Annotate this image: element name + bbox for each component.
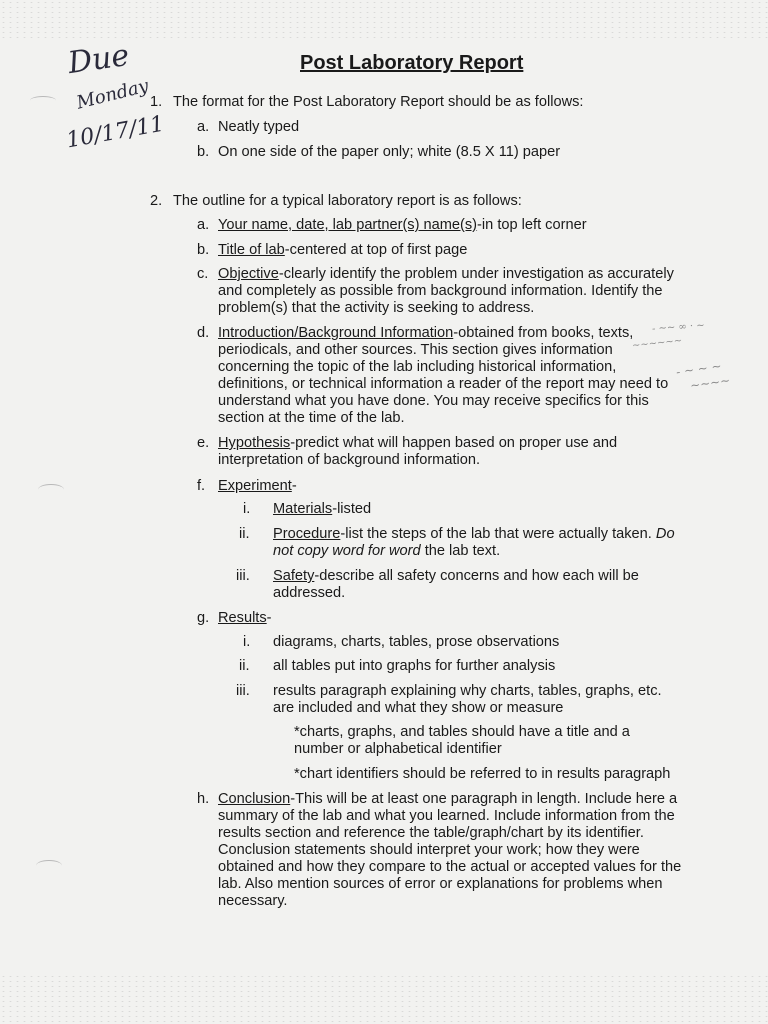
margin-smudge xyxy=(30,96,56,105)
list-marker: b. xyxy=(197,242,210,258)
list-item xyxy=(218,435,617,452)
list-item xyxy=(218,217,587,234)
item-text: and completely as possible from background information. Identify the xyxy=(218,283,663,299)
item-text: concerning the topic of the lab including historical information, xyxy=(218,359,617,375)
list-marker: f. xyxy=(197,478,206,494)
item-emphasis: Do xyxy=(655,526,675,542)
sublist-item xyxy=(273,526,675,543)
item-text: periodicals, and other sources. This section gives information xyxy=(218,342,613,358)
results-note: *charts, graphs, and tables should have a title and a xyxy=(294,724,630,740)
list-item xyxy=(218,325,633,342)
list-item xyxy=(218,610,272,627)
item-text: -centered at top of first page xyxy=(284,242,468,258)
item-text: necessary. xyxy=(218,893,288,909)
list-item xyxy=(218,266,674,283)
scan-noise-top xyxy=(0,0,768,38)
item-heading: Results xyxy=(218,610,267,626)
margin-scribble: - ~~ ∞ · ~ xyxy=(651,320,706,335)
list-item xyxy=(218,791,677,808)
list-item xyxy=(218,242,467,259)
item-text: definitions, or technical information a reader of the report may need to xyxy=(218,376,669,392)
handwritten-day: Monday xyxy=(74,75,151,114)
sublist-marker: ii. xyxy=(239,658,250,674)
handwritten-due: Due xyxy=(65,37,132,82)
sublist-marker: iii. xyxy=(236,568,250,584)
item-text xyxy=(273,543,500,560)
item-text: obtained and how they compare to the actual or accepted values for the xyxy=(218,859,682,875)
item-text: -listed xyxy=(332,501,372,517)
results-note: number or alphabetical identifier xyxy=(294,741,502,757)
item-text: summary of the lab and what you learned. Include information from the xyxy=(218,808,675,824)
item-heading: Experiment xyxy=(218,478,292,494)
item-text: the lab text. xyxy=(420,543,501,559)
sublist-marker: ii. xyxy=(239,526,250,542)
list-marker: c. xyxy=(197,266,209,282)
section-intro: The format for the Post Laboratory Report should be as follows: xyxy=(173,94,584,110)
list-marker: b. xyxy=(197,144,210,160)
item-text: lab. Also mention sources of error or explanations for problems when xyxy=(218,876,663,892)
item-text: are included and what they show or measure xyxy=(273,700,564,716)
item-text: - xyxy=(291,478,297,494)
item-text: problem(s) that the activity is seeking to address. xyxy=(218,300,535,316)
item-heading: Conclusion xyxy=(218,791,291,807)
item-heading: Objective xyxy=(218,266,279,282)
sublist-item: results paragraph explaining why charts, tables, graphs, etc. xyxy=(273,683,662,699)
margin-smudge xyxy=(38,484,64,495)
item-text: -clearly identify the problem under investigation as accurately xyxy=(278,266,674,282)
sublist-item xyxy=(273,568,639,585)
item-text: results section and reference the table/graph/chart by its identifier. xyxy=(218,825,644,841)
item-text: understand what you have done. You may receive specifics for this xyxy=(218,393,649,409)
list-marker: g. xyxy=(197,610,210,626)
item-heading: Your name, date, lab partner(s) name(s) xyxy=(218,217,478,233)
sublist-item: diagrams, charts, tables, prose observations xyxy=(273,634,560,650)
item-heading: Title of lab xyxy=(218,242,285,258)
item-heading: Hypothesis xyxy=(218,435,291,451)
list-item-text: Neatly typed xyxy=(218,119,300,135)
item-text: -in top left corner xyxy=(477,217,587,233)
item-text: -list the steps of the lab that were actually taken. xyxy=(340,526,652,542)
margin-scribble: ~~~~ xyxy=(689,373,731,393)
list-marker: e. xyxy=(197,435,210,451)
item-heading: Procedure xyxy=(273,526,341,542)
handwritten-date: 10/17/11 xyxy=(64,111,167,154)
sublist-marker: iii. xyxy=(236,683,250,699)
list-marker: a. xyxy=(197,119,210,135)
item-text: -obtained from books, texts, xyxy=(453,325,634,341)
margin-smudge xyxy=(36,860,62,871)
item-emphasis: not copy word for word xyxy=(273,543,421,559)
list-item-text: On one side of the paper only; white (8.5 X 11) paper xyxy=(218,144,561,160)
item-text: -predict what will happen based on proper use and xyxy=(290,435,618,451)
item-text: - xyxy=(266,610,272,626)
item-heading: Materials xyxy=(273,501,333,517)
item-text: -describe all safety concerns and how each will be xyxy=(314,568,639,584)
results-note: *chart identifiers should be referred to in results paragraph xyxy=(294,766,671,782)
page-title: Post Laboratory Report xyxy=(300,52,524,74)
list-marker: a. xyxy=(197,217,210,233)
sublist-marker: i. xyxy=(243,501,251,517)
list-number: 1. xyxy=(150,94,163,110)
item-text: interpretation of background information. xyxy=(218,452,481,468)
section-intro: The outline for a typical laboratory report is as follows: xyxy=(173,193,522,209)
item-text: -This will be at least one paragraph in length. Include here a xyxy=(290,791,678,807)
list-item xyxy=(218,478,297,495)
item-heading: Safety xyxy=(273,568,315,584)
list-number: 2. xyxy=(150,193,163,209)
item-text: Conclusion statements should interpret your work; how they were xyxy=(218,842,640,858)
item-text: addressed. xyxy=(273,585,346,601)
item-heading: Introduction/Background Information xyxy=(218,325,454,341)
item-text: section at the time of the lab. xyxy=(218,410,405,426)
sublist-item xyxy=(273,501,371,518)
sublist-item: all tables put into graphs for further analysis xyxy=(273,658,556,674)
margin-scribble: ~~~~~~ xyxy=(631,335,683,352)
scan-noise-bottom xyxy=(0,974,768,1024)
list-marker: d. xyxy=(197,325,210,341)
margin-scribble: - ~ ~ ~ xyxy=(675,358,723,380)
list-marker: h. xyxy=(197,791,210,807)
sublist-marker: i. xyxy=(243,634,251,650)
